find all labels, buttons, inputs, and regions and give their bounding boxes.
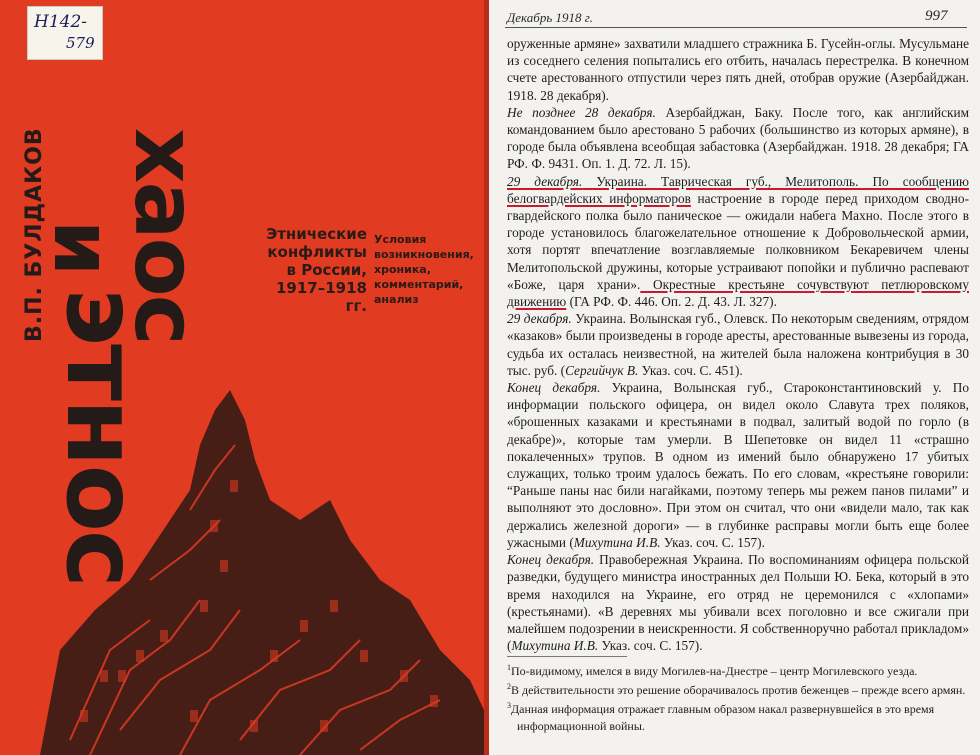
highlighted-text-1: Украина. Таврическая губ., Мелитополь. По сообщению белогвардейских информаторов bbox=[507, 173, 969, 206]
book-cover bbox=[0, 0, 484, 755]
footnotes bbox=[507, 660, 969, 734]
footnote-rule bbox=[507, 656, 627, 657]
book-page bbox=[489, 0, 980, 755]
footnote-1: $^1$По-видимому, имелся в виду Могилев-на-Днестре – центр Могилевского уезда. bbox=[507, 663, 918, 678]
paragraph-5: Конец декабря. Украина, Волынская губ., Староконстантиновский у. По информации польского офицера, он видел около Славута трех поляков, «брошенных казаками и крестьянами в подвал, залитый водой по горло (в декабре)», которые там умерли. В Шепетовке он видел 11 «страшно покалеченных» трупов. В одном из имений было обнаружено 17 убитых служащих, только троим удалось бежать. По его словам, «крестьяне говорили: “Раньше паны нас били нагайками, поэтому теперь мы режем панов пилами” и выполняют это дословно». При этом он считал, что они «видели мало, так как держались железной дороги» — в глубинке расправы могли быть еще более ужасными (Михутина И.В. Указ. соч. С. 157). bbox=[507, 380, 969, 550]
footnote-2: $^2$В действительности это решение оборачивалось против беженцев – прежде всего армян. bbox=[507, 682, 966, 698]
cover-title-and: и bbox=[36, 220, 129, 275]
entry-date: 29 декабря. bbox=[507, 311, 572, 327]
library-sticker bbox=[27, 6, 103, 60]
entry-date: Конец декабря. bbox=[507, 380, 601, 396]
cover-subtitle-secondary: Условия возникновения, хроника, комментарий, анализ bbox=[374, 233, 474, 306]
entry-date: Не позднее 28 декабря. bbox=[507, 104, 656, 120]
paragraph-1: оруженные армяне» захватили младшего стражника Б. Гусейн-оглы. Мусульмане из соседнего селения попытались его отбить, началась перестрелка. В конечном счете арестованного отпустили через пять дней, отобрав оружие (Азербайджан. 1918. 28 декабря). bbox=[507, 36, 969, 103]
highlighted-text-2: Окрестные крестьяне сочувствуют петлюровскому движению bbox=[507, 276, 969, 310]
cited-author: Михутина И.В. bbox=[511, 638, 599, 654]
running-head: Декабрь 1918 г. bbox=[507, 10, 593, 25]
page-body bbox=[507, 35, 969, 654]
cover-subtitle: Этнические конфликты в России, 1917–1918 гг. bbox=[266, 225, 367, 315]
cited-author: Михутина И.В. bbox=[573, 534, 661, 550]
cover-author: В.П. БУЛДАКОВ bbox=[22, 127, 47, 342]
cover-title-chaos: хаос bbox=[115, 128, 215, 344]
paragraph-4: 29 декабря. Украина. Волынская губ., Олевск. По некоторым сведениям, отрядом «казаков» были произведены в городе аресты, арестованные вывезены из города, судьба их осталась неизвестной, на жителей была наложена контрибуция в 30 тыс. руб. (Сергийчук В. Указ. соч. С. 451). bbox=[507, 311, 969, 378]
page-number: 997 bbox=[925, 8, 948, 24]
cited-author: Сергийчук В. bbox=[565, 362, 639, 378]
sticker-shelfmark: Н142- bbox=[34, 12, 88, 32]
entry-date: Конец декабря. bbox=[507, 552, 595, 568]
footnote-3: $^3$Данная информация отражает главным образом накал развернувшейся в это время информационной войны. bbox=[507, 701, 935, 733]
paragraph-3: 29 декабря. Украина. Таврическая губ., Мелитополь. По сообщению белогвардейских информаторов настроение в городе перед приходом сводно-гвардейского полка было паническое — ожидали набега Махно. После этого в городе установилось благожелательное отношение к Добровольческой армии, хотя портят впечатление возглавляемые полковником Бекаревичем члены Мелитопольской дружины, которые устраивают попойки и публично распевают «Боже, царя храни». Окрестные крестьяне сочувствуют петлюровскому движению (ГА РФ. Ф. 446. Оп. 2. Д. 43. Л. 327). bbox=[507, 173, 969, 310]
paragraph-6: Конец декабря. Правобережная Украина. По воспоминаниям офицера польской разведки, будущего министра иностранных дел Польши Ю. Бека, который в это время находился на Украине, его отряд не церемонился с «хлопами» (крестьянами). «В деревнях мы убивали всех поголовно и все сжигали при малейшем подозрении в неискренности. Я собственноручно работал прикладом» (Михутина И.В. Указ. соч. С. 157). bbox=[507, 552, 970, 654]
sticker-number: 579 bbox=[66, 34, 95, 52]
header-rule bbox=[505, 27, 967, 28]
paragraph-2: Не позднее 28 декабря. Азербайджан, Баку. После того, как английским командованием было арестовано 5 рабочих (большинство из которых армяне), в городе была объявлена всеобщая забастовка (Азербайджан. 1918. 28 декабря; ГА РФ. Ф. 9431. Оп. 1. Д. 72. Л. 15). bbox=[507, 104, 969, 172]
babel-tower-illustration bbox=[0, 350, 484, 755]
entry-date: 29 декабря. bbox=[507, 173, 583, 189]
cover-title-ethnos: этнос bbox=[44, 288, 158, 587]
